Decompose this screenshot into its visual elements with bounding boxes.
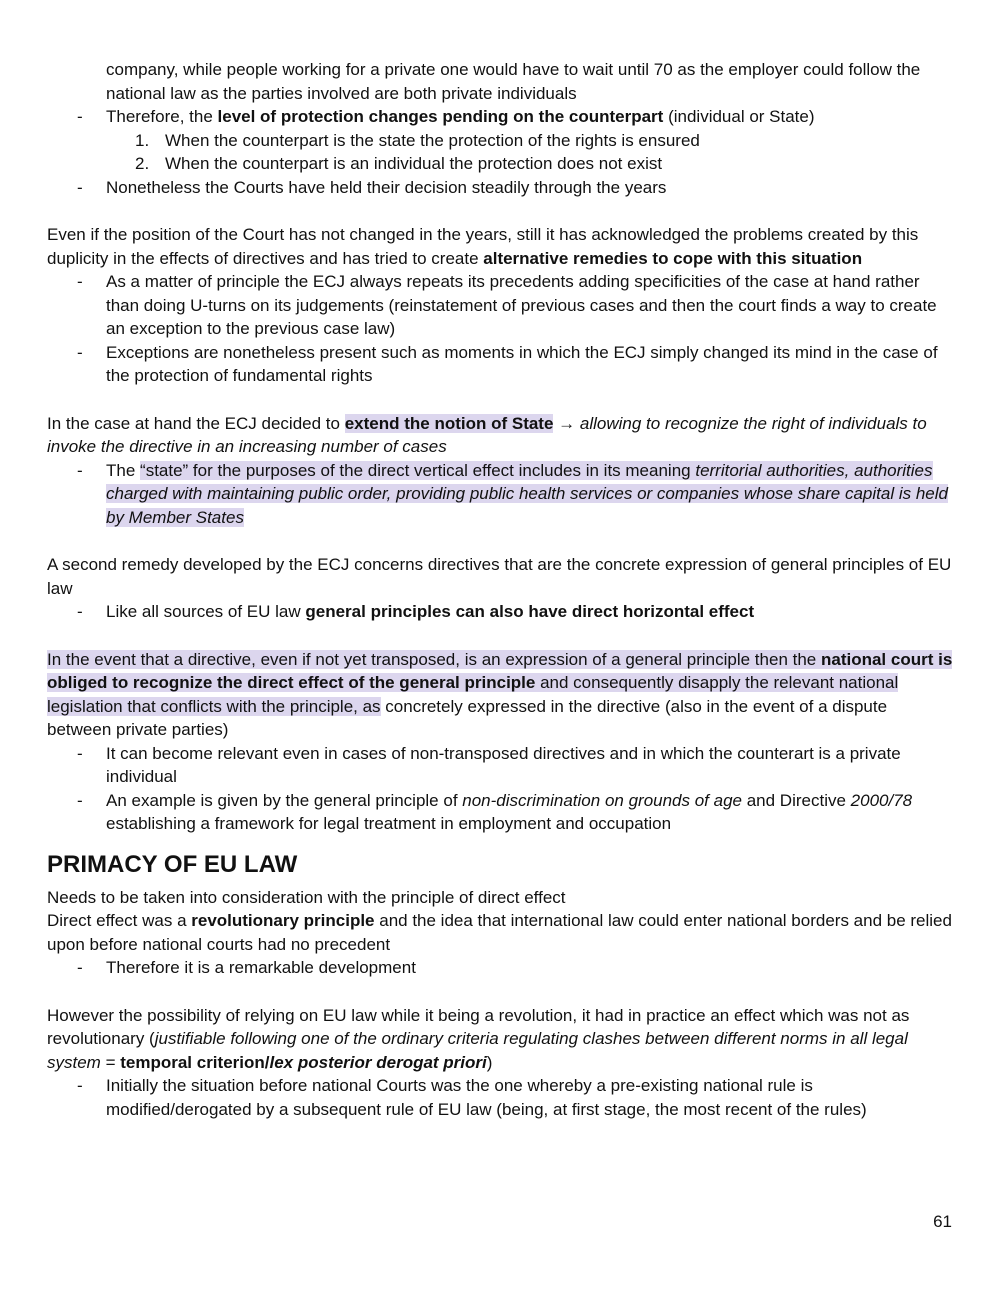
bullet-non-transposed: - It can become relevant even in cases of non-transposed directives and in which the counterart is a private individual bbox=[47, 742, 955, 789]
paragraph-alternative-remedies: Even if the position of the Court has not changed in the years, still it has acknowledged the problems created by this duplicity in the effects of directives and has tried to create alternative remedies to cope with this situation bbox=[47, 225, 919, 268]
paragraph-national-court: In the event that a directive, even if not yet transposed, is an expression of a general principle then the national court is obliged to recognize the direct effect of the general principle and consequently disapply the relevant national legislation that conflicts with the principle, as concretely expressed in the directive (also in the event of a dispute between private parties) bbox=[47, 649, 953, 739]
bullet-exceptions: - Exceptions are nonetheless present such as moments in which the ECJ simply changed its mind in the case of the protection of fundamental rights bbox=[47, 341, 955, 388]
bullet-initial-situation: - Initially the situation before national Courts was the one whereby a pre-existing national rule is modified/derogated by a subsequent rule of EU law (being, at first stage, the most recent of the rules) bbox=[47, 1074, 955, 1121]
paragraph-temporal-criterion: However the possibility of relying on EU law while it being a revolution, it had in practice an effect which was not as revolutionary (justifiable following one of the ordinary criteria regulating clashes between different norms in all legal system = temporal criterion/lex posterior derogat priori) bbox=[47, 1005, 910, 1072]
page-content bbox=[47, 58, 955, 1121]
paragraph-direct-effect: Direct effect was a revolutionary principle and the idea that international law could enter national borders and be relied upon before national courts had no precedent bbox=[47, 911, 952, 954]
bullet-example-directive: - An example is given by the general principle of non-discrimination on grounds of age and Directive 2000/78 establishing a framework for legal treatment in employment and occupation bbox=[47, 789, 955, 836]
intro-continuation: company, while people working for a private one would have to wait until 70 as the employer could follow the national law as the parties involved are both private individuals bbox=[106, 60, 921, 103]
bullet-general-principles: - Like all sources of EU law general principles can also have direct horizontal effect bbox=[47, 600, 955, 624]
bullet-precedents: - As a matter of principle the ECJ always repeats its precedents adding specificities of the case at hand rather than doing U-turns on its judgements (reinstatement of previous cases and then the court finds a way to create an exception to the previous case law) bbox=[47, 270, 955, 341]
bullet-remarkable: - Therefore it is a remarkable development bbox=[47, 956, 955, 980]
page-number: 61 bbox=[933, 1212, 952, 1231]
bullet-state-meaning: - The “state” for the purposes of the direct vertical effect includes in its meaning territorial authorities, authorities charged with maintaining public order, providing public health services or companies whose share capital is held by Member States bbox=[47, 459, 955, 530]
paragraph-notion-of-state: In the case at hand the ECJ decided to extend the notion of State → allowing to recognize the right of individuals to invoke the directive in an increasing number of cases bbox=[47, 413, 927, 456]
numbered-item-2: 2. When the counterpart is an individual the protection does not exist bbox=[135, 154, 663, 173]
numbered-item-1: 1. When the counterpart is the state the protection of the rights is ensured bbox=[135, 130, 700, 150]
paragraph-consideration: Needs to be taken into consideration with the principle of direct effect bbox=[47, 887, 566, 907]
section-heading: PRIMACY OF EU LAW bbox=[47, 850, 298, 878]
paragraph-second-remedy: A second remedy developed by the ECJ concerns directives that are the concrete expression of general principles of EU law bbox=[47, 555, 952, 598]
bullet-courts-steady: - Nonetheless the Courts have held their decision steadily through the years bbox=[47, 176, 955, 200]
bullet-protection-level: - Therefore, the level of protection changes pending on the counterpart (individual or State) bbox=[47, 105, 955, 129]
